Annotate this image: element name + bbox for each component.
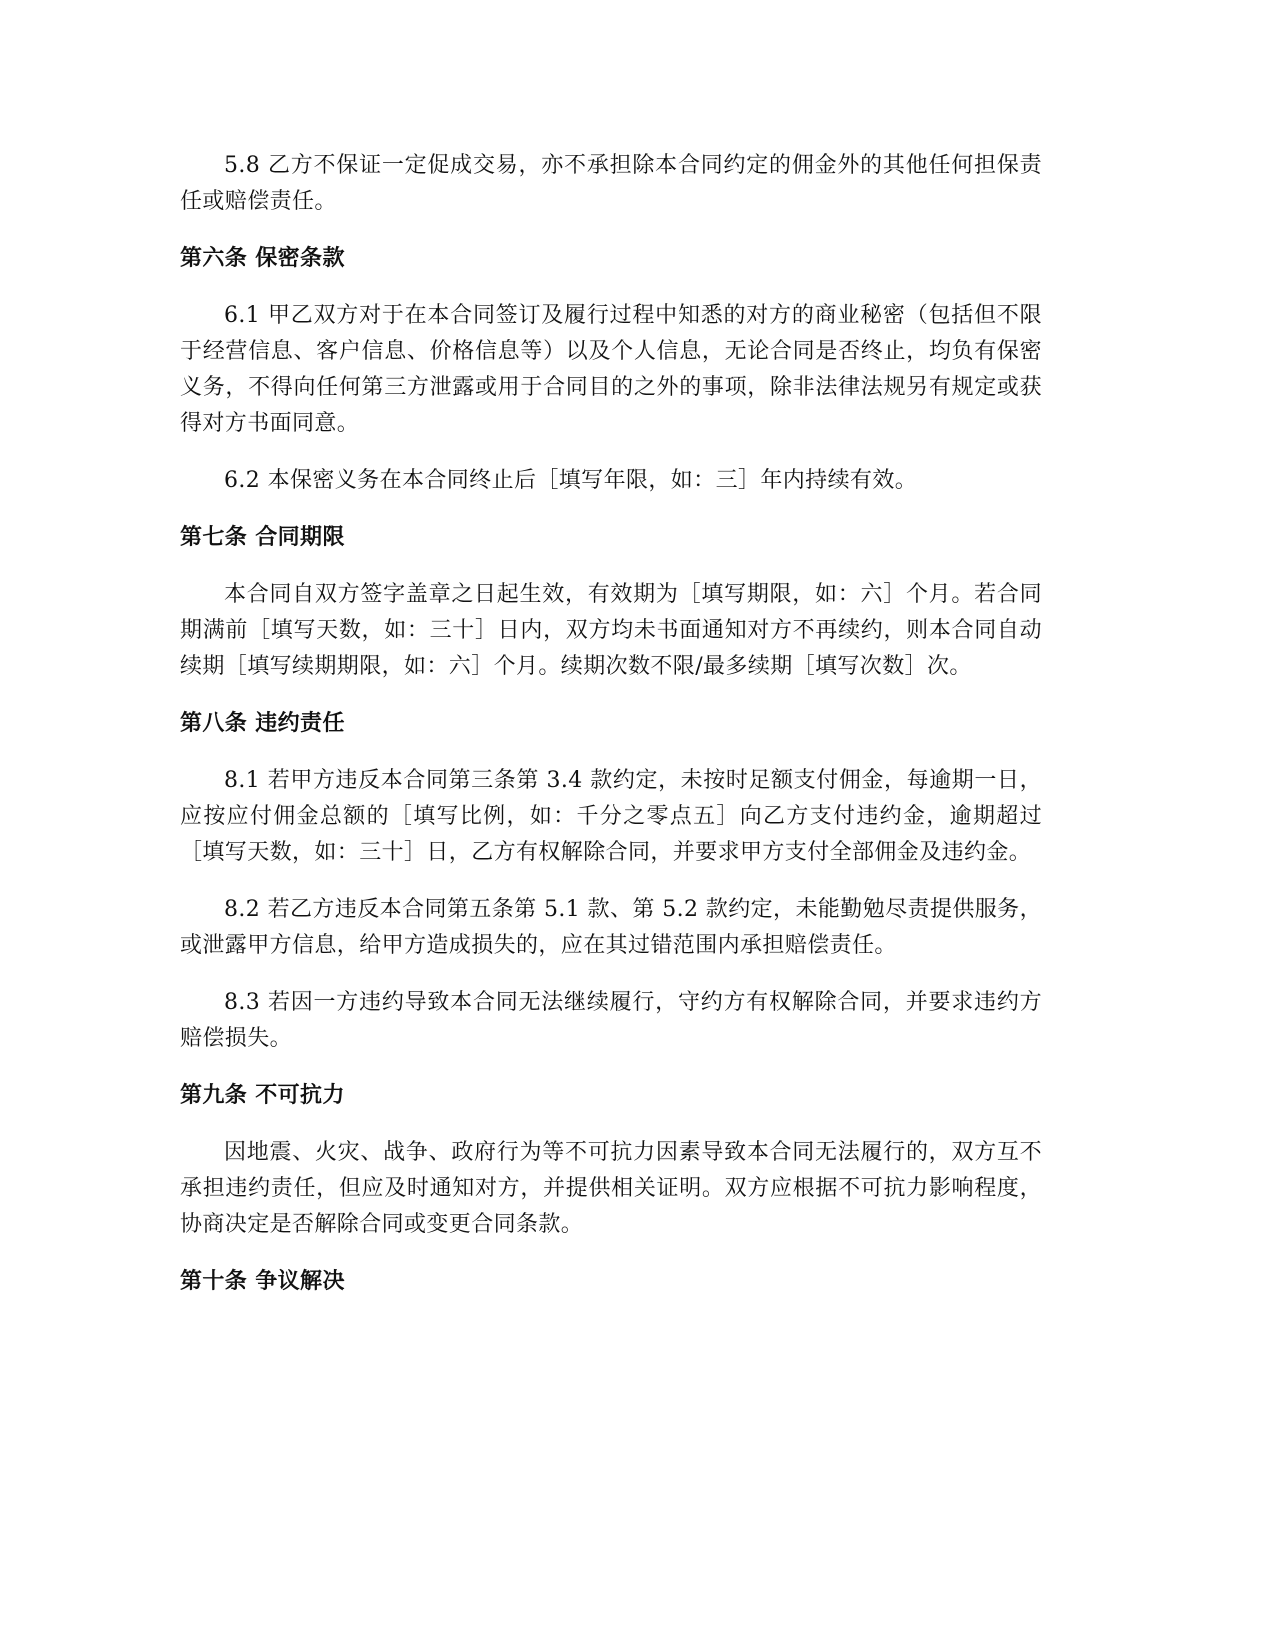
- clause-6-2: 6.2 本保密义务在本合同终止后［填写年限，如：三］年内持续有效。: [224, 468, 918, 493]
- article-7-heading: 第七条 合同期限: [180, 525, 345, 550]
- clause-5-8: 5.8 乙方不保证一定促成交易，亦不承担除本合同约定的佣金外的其他任何担保责任或赔偿责任。: [180, 153, 1042, 214]
- clause-8-1: 8.1 若甲方违反本合同第三条第 3.4 款约定，未按时足额支付佣金，每逾期一日，应按应付佣金总额的［填写比例，如：千分之零点五］向乙方支付违约金，逾期超过［填写天数，如：三十］日，乙方有权解除合同，并要求甲方支付全部佣金及违约金。: [180, 768, 1042, 865]
- article-9-heading: 第九条 不可抗力: [180, 1083, 345, 1108]
- document-page: [180, 148, 1042, 1321]
- clause-8-3: 8.3 若因一方违约导致本合同无法继续履行，守约方有权解除合同，并要求违约方赔偿损失。: [180, 990, 1042, 1051]
- article-9-body: 因地震、火灾、战争、政府行为等不可抗力因素导致本合同无法履行的，双方互不承担违约责任，但应及时通知对方，并提供相关证明。双方应根据不可抗力影响程度，协商决定是否解除合同或变更合同条款。: [180, 1140, 1042, 1237]
- article-10-heading: 第十条 争议解决: [180, 1269, 345, 1294]
- clause-8-2: 8.2 若乙方违反本合同第五条第 5.1 款、第 5.2 款约定，未能勤勉尽责提供服务，或泄露甲方信息，给甲方造成损失的，应在其过错范围内承担赔偿责任。: [180, 897, 1042, 958]
- clause-6-1: 6.1 甲乙双方对于在本合同签订及履行过程中知悉的对方的商业秘密（包括但不限于经营信息、客户信息、价格信息等）以及个人信息，无论合同是否终止，均负有保密义务，不得向任何第三方泄露或用于合同目的之外的事项，除非法律法规另有规定或获得对方书面同意。: [180, 303, 1042, 436]
- article-6-heading: 第六条 保密条款: [180, 246, 345, 271]
- article-7-body: 本合同自双方签字盖章之日起生效，有效期为［填写期限，如：六］个月。若合同期满前［填写天数，如：三十］日内，双方均未书面通知对方不再续约，则本合同自动续期［填写续期期限，如：六］个月。续期次数不限/最多续期［填写次数］次。: [180, 582, 1042, 679]
- article-8-heading: 第八条 违约责任: [180, 711, 345, 736]
